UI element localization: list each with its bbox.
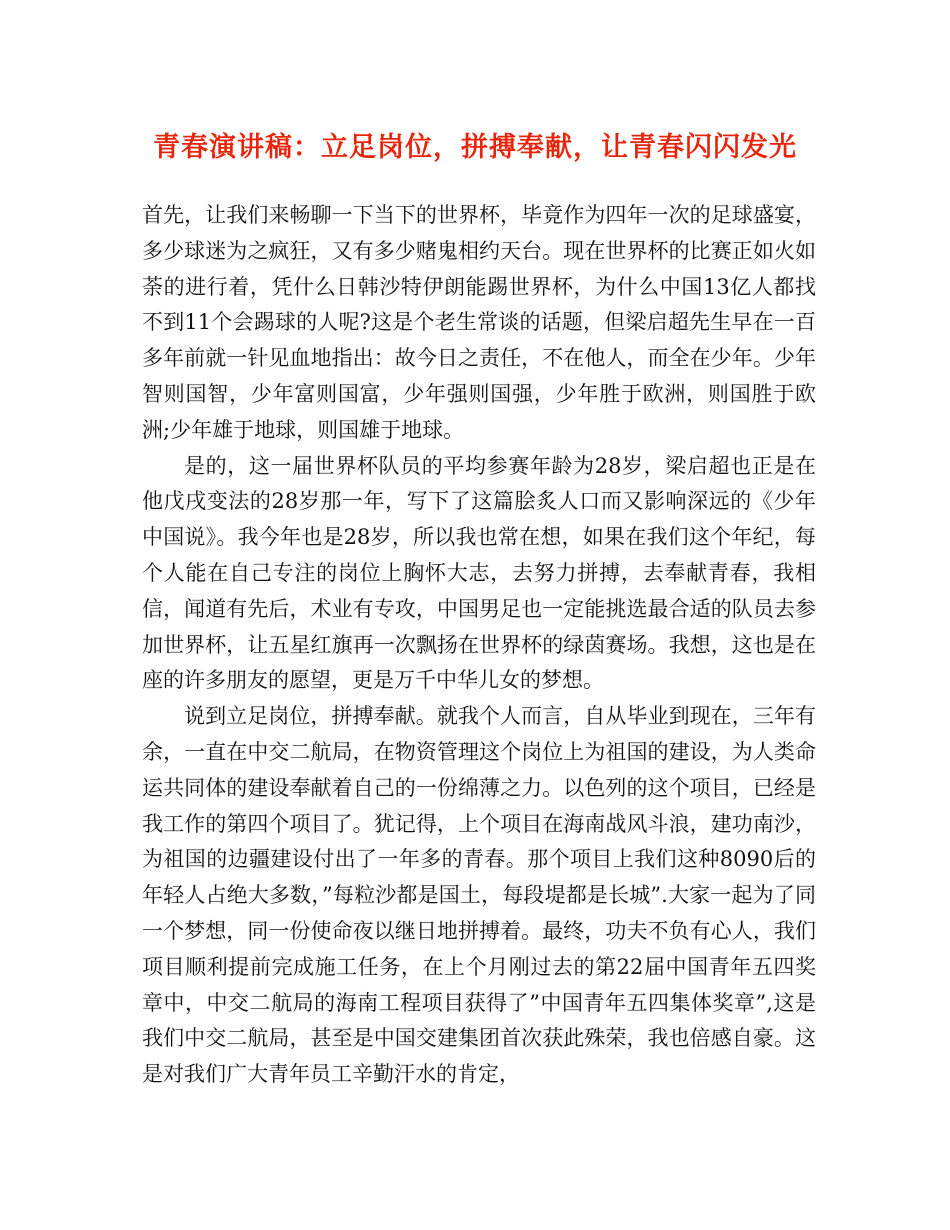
paragraph-1: 首先，让我们来畅聊一下当下的世界杯，毕竟作为四年一次的足球盛宴，多少球迷为之疯狂，又有多少赌鬼相约天台。现在世界杯的比赛正如火如荼的进行着，凭什么日韩沙特伊朗能踢世界杯，为什么中国13亿人都找不到11个会踢球的人呢?这是个老生常谈的话题，但梁启超先生早在一百多年前就一针见血地指出：故今日之责任，不在他人，而全在少年。少年智则国智，少年富则国富，少年强则国强，少年胜于欧洲，则国胜于欧洲;少年雄于地球，则国雄于地球。 xyxy=(142,203,816,442)
document-title: 青春演讲稿：立足岗位，拼搏奉献，让青春闪闪发光 xyxy=(153,132,797,163)
paragraph-3: 说到立足岗位，拼搏奉献。就我个人而言，自从毕业到现在，三年有余，一直在中交二航局，在物资管理这个岗位上为祖国的建设，为人类命运共同体的建设奉献着自己的一份绵薄之力。以色列的这个项目，已经是我工作的第四个项目了。犹记得，上个项目在海南战风斗浪，建功南沙，为祖国的边疆建设付出了一年多的青春。那个项目上我们这种8090后的年轻人占绝大多数，”每粒沙都是国土，每段堤都是长城”.大家一起为了同一个梦想，同一份使命夜以继日地拼搏着。最终，功夫不负有心人，我们项目顺利提前完成施工任务，在上个月刚过去的第22届中国青年五四奖章中，中交二航局的海南工程项目获得了”中国青年五四集体奖章”,这是我们中交二航局，甚至是中国交建集团首次获此殊荣，我也倍感自豪。这是对我们广大青年员工辛勤汗水的肯定， xyxy=(142,704,816,1087)
document-body xyxy=(142,198,816,1093)
paragraph-2: 是的，这一届世界杯队员的平均参赛年龄为28岁，梁启超也正是在他戊戌变法的28岁那一年，写下了这篇脍炙人口而又影响深远的《少年中国说》。我今年也是28岁，所以我也常在想，如果在我们这个年纪，每个人能在自己专注的岗位上胸怀大志，去努力拼搏，去奉献青春，我相信，闻道有先后，术业有专攻，中国男足也一定能挑选最合适的队员去参加世界杯，让五星红旗再一次飘扬在世界杯的绿茵赛场。我想，这也是在座的许多朋友的愿望，更是万千中华儿女的梦想。 xyxy=(142,453,816,693)
